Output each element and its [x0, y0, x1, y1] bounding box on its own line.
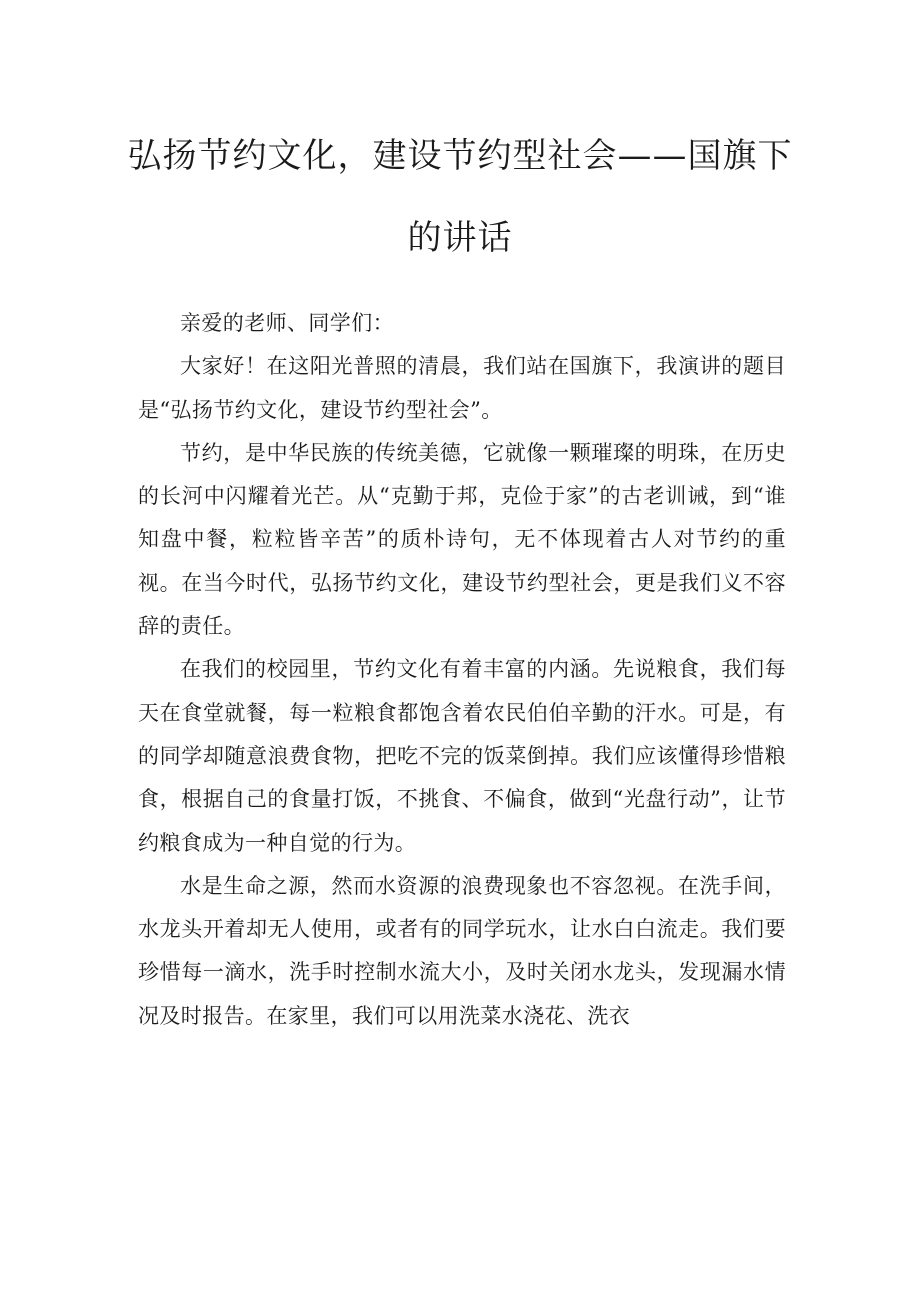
document-title-line-1: 弘扬节约文化，建设节约型社会——国旗下 [127, 136, 793, 176]
salutation-paragraph: 亲爱的老师、同学们： [180, 311, 394, 335]
body-paragraph: 节约，是中华民族的传统美德，它就像一颗璀璨的明珠，在历史的长河中闪耀着光芒。从“克勤于邦，克俭于家”的古老训诫，到“谁知盘中餐，粒粒皆辛苦”的质朴诗句，无不体现着古人对节约的重视。在当今时代，弘扬节约文化，建设节约型社会，更是我们义不容辞的责任。 [138, 440, 786, 639]
greeting-paragraph: 大家好！在这阳光普照的清晨，我们站在国旗下，我演讲的题目是“弘扬节约文化，建设节约型社会”。 [138, 354, 786, 422]
body-paragraph: 水是生命之源，然而水资源的浪费现象也不容忽视。在洗手间，水龙头开着却无人使用，或者有的同学玩水，让水白白流走。我们要珍惜每一滴水，洗手时控制水流大小，及时关闭水龙头，发现漏水情况及时报告。在家里，我们可以用洗菜水浇花、洗衣 [138, 873, 786, 1028]
document-body [138, 302, 786, 1038]
body-paragraph: 在我们的校园里，节约文化有着丰富的内涵。先说粮食，我们每天在食堂就餐，每一粒粮食都饱含着农民伯伯辛勤的汗水。可是，有的同学却随意浪费食物，把吃不完的饭菜倒掉。我们应该懂得珍惜粮食，根据自己的食量打饭，不挑食、不偏食，做到“光盘行动”，让节约粮食成为一种自觉的行为。 [138, 657, 786, 855]
document-title-line-2: 的讲话 [407, 218, 513, 258]
